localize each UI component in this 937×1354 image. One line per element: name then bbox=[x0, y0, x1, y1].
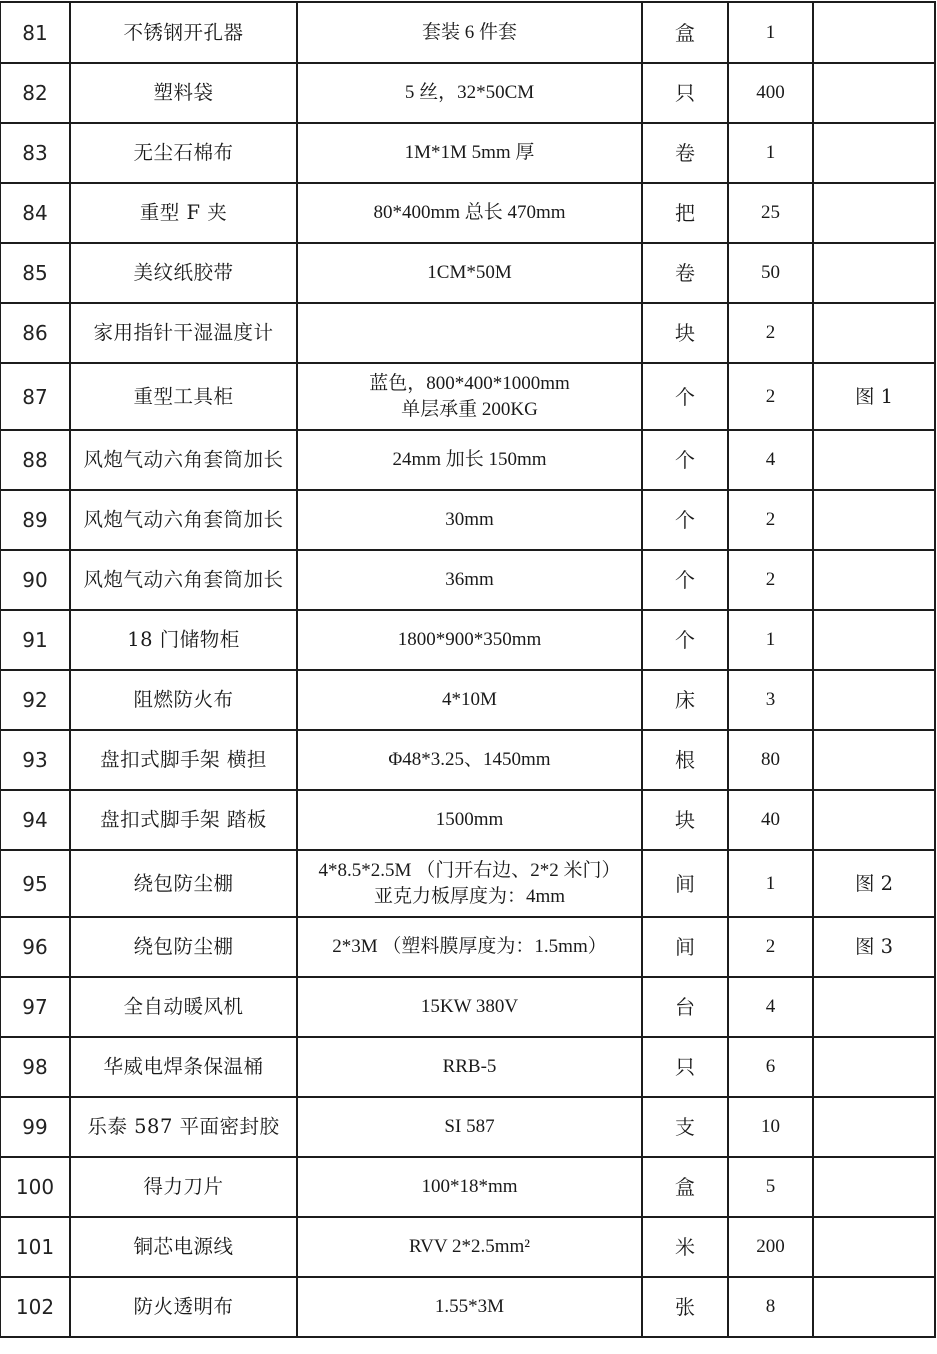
quantity-cell: 4 bbox=[728, 430, 813, 490]
table-row bbox=[0, 430, 935, 490]
table-row bbox=[0, 123, 935, 183]
unit-cell: 只 bbox=[642, 63, 728, 123]
quantity-cell: 2 bbox=[728, 917, 813, 977]
specification-cell bbox=[297, 183, 642, 243]
item-name-cell: 风炮气动六角套筒加长 bbox=[70, 490, 297, 550]
unit-cell: 个 bbox=[642, 430, 728, 490]
specification-cell bbox=[297, 917, 642, 977]
item-name-cell: 盘扣式脚手架 踏板 bbox=[70, 790, 297, 850]
remark-cell bbox=[813, 303, 935, 363]
specification-cell bbox=[297, 243, 642, 303]
row-number-cell: 97 bbox=[0, 977, 70, 1037]
table-row bbox=[0, 610, 935, 670]
table-row bbox=[0, 550, 935, 610]
item-name-cell: 得力刀片 bbox=[70, 1157, 297, 1217]
unit-cell: 个 bbox=[642, 363, 728, 430]
remark-cell bbox=[813, 977, 935, 1037]
specification-cell bbox=[297, 1277, 642, 1337]
table-row bbox=[0, 850, 935, 917]
row-number-cell: 88 bbox=[0, 430, 70, 490]
table-row bbox=[0, 490, 935, 550]
remark-cell bbox=[813, 730, 935, 790]
unit-cell: 盒 bbox=[642, 2, 728, 63]
item-name-cell: 塑料袋 bbox=[70, 63, 297, 123]
specification-cell bbox=[297, 610, 642, 670]
row-number-cell: 91 bbox=[0, 610, 70, 670]
row-number-cell: 81 bbox=[0, 2, 70, 63]
row-number-cell: 84 bbox=[0, 183, 70, 243]
specification-cell bbox=[297, 490, 642, 550]
unit-cell: 米 bbox=[642, 1217, 728, 1277]
specification-line: Φ48*3.25、1450mm bbox=[388, 749, 551, 770]
specification-line: 80*400mm 总长 470mm bbox=[373, 202, 566, 223]
unit-cell: 台 bbox=[642, 977, 728, 1037]
item-name-cell: 盘扣式脚手架 横担 bbox=[70, 730, 297, 790]
specification-line: 套装 6 件套 bbox=[421, 21, 517, 43]
quantity-cell: 1 bbox=[728, 610, 813, 670]
row-number-cell: 90 bbox=[0, 550, 70, 610]
table-row bbox=[0, 2, 935, 63]
unit-cell: 支 bbox=[642, 1097, 728, 1157]
specification-line: 5 丝，32*50CM bbox=[404, 82, 535, 103]
quantity-cell: 400 bbox=[728, 63, 813, 123]
specification-cell bbox=[297, 303, 642, 363]
specification-cell bbox=[297, 550, 642, 610]
quantity-cell: 25 bbox=[728, 183, 813, 243]
table-row bbox=[0, 977, 935, 1037]
specification-line: 30mm bbox=[445, 509, 494, 530]
item-name-cell: 华威电焊条保温桶 bbox=[70, 1037, 297, 1097]
item-name-cell: 绕包防尘棚 bbox=[70, 850, 297, 917]
row-number-cell: 95 bbox=[0, 850, 70, 917]
remark-cell bbox=[813, 1217, 935, 1277]
specification-line: RVV 2*2.5mm² bbox=[408, 1236, 530, 1257]
unit-cell: 个 bbox=[642, 550, 728, 610]
unit-cell: 床 bbox=[642, 670, 728, 730]
specification-line: 36mm bbox=[445, 569, 494, 590]
remark-cell bbox=[813, 1157, 935, 1217]
item-name-cell: 不锈钢开孔器 bbox=[70, 2, 297, 63]
remark-cell bbox=[813, 123, 935, 183]
quantity-cell: 5 bbox=[728, 1157, 813, 1217]
remark-cell bbox=[813, 430, 935, 490]
quantity-cell: 1 bbox=[728, 123, 813, 183]
quantity-cell: 3 bbox=[728, 670, 813, 730]
remark-cell bbox=[813, 550, 935, 610]
quantity-cell: 40 bbox=[728, 790, 813, 850]
materials-table bbox=[0, 1, 936, 1338]
remark-cell bbox=[813, 2, 935, 63]
table-row bbox=[0, 790, 935, 850]
unit-cell: 盒 bbox=[642, 1157, 728, 1217]
materials-table-body bbox=[0, 2, 935, 1337]
table-row bbox=[0, 363, 935, 430]
item-name-cell: 重型 F 夹 bbox=[70, 183, 297, 243]
quantity-cell: 80 bbox=[728, 730, 813, 790]
row-number-cell: 82 bbox=[0, 63, 70, 123]
remark-cell bbox=[813, 1097, 935, 1157]
unit-cell: 间 bbox=[642, 917, 728, 977]
quantity-cell: 1 bbox=[728, 2, 813, 63]
table-row bbox=[0, 1217, 935, 1277]
item-name-cell: 防火透明布 bbox=[70, 1277, 297, 1337]
item-name-cell: 风炮气动六角套筒加长 bbox=[70, 430, 297, 490]
item-name-cell: 阻燃防火布 bbox=[70, 670, 297, 730]
item-name-cell: 无尘石棉布 bbox=[70, 123, 297, 183]
quantity-cell: 2 bbox=[728, 490, 813, 550]
specification-line: 单层承重 200KG bbox=[401, 398, 538, 420]
unit-cell: 只 bbox=[642, 1037, 728, 1097]
table-row bbox=[0, 1097, 935, 1157]
remark-cell: 图 2 bbox=[813, 850, 935, 917]
specification-cell bbox=[297, 730, 642, 790]
row-number-cell: 98 bbox=[0, 1037, 70, 1097]
item-name-cell: 铜芯电源线 bbox=[70, 1217, 297, 1277]
specification-cell bbox=[297, 850, 642, 917]
specification-cell bbox=[297, 363, 642, 430]
unit-cell: 个 bbox=[642, 610, 728, 670]
specification-cell bbox=[297, 1157, 642, 1217]
specification-cell bbox=[297, 670, 642, 730]
remark-cell bbox=[813, 790, 935, 850]
specification-line: 2*3M （塑料膜厚度为：1.5mm） bbox=[332, 936, 607, 957]
remark-cell bbox=[813, 63, 935, 123]
specification-cell bbox=[297, 1217, 642, 1277]
item-name-cell: 重型工具柜 bbox=[70, 363, 297, 430]
unit-cell: 块 bbox=[642, 790, 728, 850]
table-row bbox=[0, 1037, 935, 1097]
quantity-cell: 2 bbox=[728, 303, 813, 363]
row-number-cell: 83 bbox=[0, 123, 70, 183]
remark-cell bbox=[813, 670, 935, 730]
remark-cell bbox=[813, 1037, 935, 1097]
unit-cell: 间 bbox=[642, 850, 728, 917]
quantity-cell: 10 bbox=[728, 1097, 813, 1157]
row-number-cell: 102 bbox=[0, 1277, 70, 1337]
table-row bbox=[0, 1157, 935, 1217]
row-number-cell: 101 bbox=[0, 1217, 70, 1277]
item-name-cell: 风炮气动六角套筒加长 bbox=[70, 550, 297, 610]
specification-cell bbox=[297, 123, 642, 183]
remark-cell bbox=[813, 183, 935, 243]
item-name-cell: 绕包防尘棚 bbox=[70, 917, 297, 977]
item-name-cell: 美纹纸胶带 bbox=[70, 243, 297, 303]
table-row bbox=[0, 183, 935, 243]
remark-cell bbox=[813, 490, 935, 550]
quantity-cell: 8 bbox=[728, 1277, 813, 1337]
specification-cell bbox=[297, 1097, 642, 1157]
row-number-cell: 94 bbox=[0, 790, 70, 850]
remark-cell: 图 3 bbox=[813, 917, 935, 977]
specification-line: 100*18*mm bbox=[421, 1176, 518, 1197]
row-number-cell: 96 bbox=[0, 917, 70, 977]
specification-cell bbox=[297, 977, 642, 1037]
unit-cell: 张 bbox=[642, 1277, 728, 1337]
unit-cell: 卷 bbox=[642, 123, 728, 183]
specification-line: 4*10M bbox=[442, 689, 497, 710]
row-number-cell: 86 bbox=[0, 303, 70, 363]
quantity-cell: 4 bbox=[728, 977, 813, 1037]
specification-line: SI 587 bbox=[444, 1116, 495, 1137]
row-number-cell: 99 bbox=[0, 1097, 70, 1157]
row-number-cell: 92 bbox=[0, 670, 70, 730]
row-number-cell: 93 bbox=[0, 730, 70, 790]
table-row bbox=[0, 303, 935, 363]
quantity-cell: 2 bbox=[728, 550, 813, 610]
quantity-cell: 2 bbox=[728, 363, 813, 430]
item-name-cell: 全自动暖风机 bbox=[70, 977, 297, 1037]
row-number-cell: 87 bbox=[0, 363, 70, 430]
specification-line: 1800*900*350mm bbox=[397, 629, 542, 650]
quantity-cell: 6 bbox=[728, 1037, 813, 1097]
unit-cell: 根 bbox=[642, 730, 728, 790]
specification-line: RRB-5 bbox=[442, 1056, 497, 1077]
row-number-cell: 89 bbox=[0, 490, 70, 550]
row-number-cell: 100 bbox=[0, 1157, 70, 1217]
specification-line: 15KW 380V bbox=[420, 996, 519, 1017]
item-name-cell: 家用指针干湿温度计 bbox=[70, 303, 297, 363]
table-row bbox=[0, 670, 935, 730]
specification-cell bbox=[297, 63, 642, 123]
quantity-cell: 200 bbox=[728, 1217, 813, 1277]
specification-line: 1.55*3M bbox=[434, 1296, 505, 1317]
unit-cell: 个 bbox=[642, 490, 728, 550]
row-number-cell: 85 bbox=[0, 243, 70, 303]
specification-line: 1M*1M 5mm 厚 bbox=[404, 142, 535, 163]
remark-cell bbox=[813, 1277, 935, 1337]
specification-cell bbox=[297, 1037, 642, 1097]
table-row bbox=[0, 243, 935, 303]
specification-cell bbox=[297, 2, 642, 63]
specification-line: 蓝色，800*400*1000mm bbox=[369, 372, 570, 394]
specification-line: 1CM*50M bbox=[427, 262, 512, 283]
specification-line: 1500mm bbox=[435, 809, 504, 830]
specification-line: 24mm 加长 150mm bbox=[392, 449, 547, 470]
specification-line: 亚克力板厚度为：4mm bbox=[373, 885, 566, 907]
specification-line: 4*8.5*2.5M （门开右边、2*2 米门） bbox=[318, 859, 621, 881]
table-row bbox=[0, 730, 935, 790]
quantity-cell: 50 bbox=[728, 243, 813, 303]
remark-cell: 图 1 bbox=[813, 363, 935, 430]
unit-cell: 块 bbox=[642, 303, 728, 363]
quantity-cell: 1 bbox=[728, 850, 813, 917]
table-row bbox=[0, 1277, 935, 1337]
specification-cell bbox=[297, 430, 642, 490]
item-name-cell: 18 门储物柜 bbox=[70, 610, 297, 670]
unit-cell: 卷 bbox=[642, 243, 728, 303]
table-row bbox=[0, 63, 935, 123]
remark-cell bbox=[813, 243, 935, 303]
specification-cell bbox=[297, 790, 642, 850]
table-row bbox=[0, 917, 935, 977]
item-name-cell: 乐泰 587 平面密封胶 bbox=[70, 1097, 297, 1157]
unit-cell: 把 bbox=[642, 183, 728, 243]
remark-cell bbox=[813, 610, 935, 670]
